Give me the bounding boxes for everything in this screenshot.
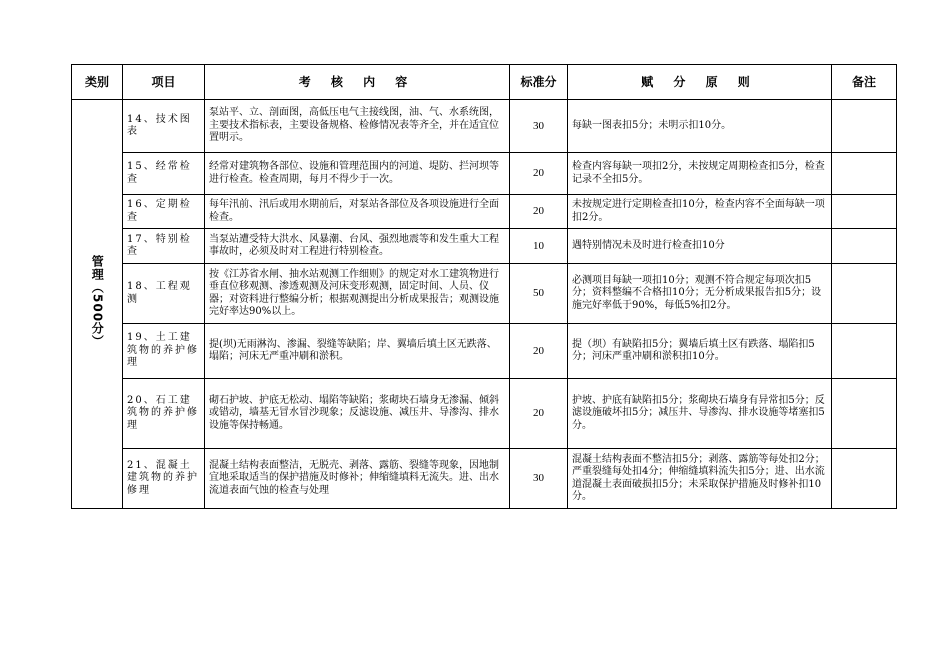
table-row [72,229,897,264]
header-score: 标准分 [510,65,568,100]
table-row [72,100,897,153]
rule-cell: 护坡、护底有缺陷扣5分；浆砌块石墙身有异常扣5分；反滤设施破坏扣5分；减压井、导渗沟、排水设施等堵塞扣5分。 [568,379,832,449]
note-cell [832,195,897,229]
header-item: 项目 [123,65,205,100]
item-cell: 17、特别检查 [123,229,205,264]
category-cell [72,100,123,509]
score-cell: 20 [510,379,568,449]
content-cell: 每年汛前、汛后或用水期前后，对泵站各部位及各项设施进行全面检查。 [205,195,510,229]
note-cell [832,449,897,509]
rule-cell: 提（坝）有缺陷扣5分；翼墙后填土区有跌落、塌陷扣5分；河床严重冲刷和淤积扣10分。 [568,324,832,379]
score-cell: 10 [510,229,568,264]
score-cell: 20 [510,195,568,229]
table-row [72,195,897,229]
category-label: 管理（500分） [90,255,105,349]
score-cell: 20 [510,153,568,195]
item-cell: 20、石工建筑物的养护修理 [123,379,205,449]
note-cell [832,100,897,153]
table-row [72,379,897,449]
note-cell [832,264,897,324]
content-cell: 砌石护坡、护底无松动、塌陷等缺陷；浆砌块石墙身无渗漏、倾斜或错动，墙基无冒水冒沙现象；反滤设施、减压井、导渗沟、排水设施等保持畅通。 [205,379,510,449]
item-cell: 21、混凝土建筑物的养护修理 [123,449,205,509]
score-cell: 50 [510,264,568,324]
table-row [72,324,897,379]
score-cell: 30 [510,449,568,509]
score-cell: 30 [510,100,568,153]
content-cell: 当泵站遭受特大洪水、风暴潮、台风、强烈地震等和发生重大工程事故时，必须及时对工程进行特别检查。 [205,229,510,264]
note-cell [832,153,897,195]
note-cell [832,324,897,379]
content-cell: 提(坝)无雨淋沟、渗漏、裂缝等缺陷；岸、翼墙后填土区无跌落、塌陷；河床无严重冲刷和淤积。 [205,324,510,379]
item-cell: 19、土工建筑物的养护修理 [123,324,205,379]
table-row [72,264,897,324]
rule-cell: 必测项目每缺一项扣10分；观测不符合规定每项次扣5分；资料整编不合格扣10分；无分析成果报告扣5分；设施完好率低于90%，每低5%扣2分。 [568,264,832,324]
content-cell: 混凝土结构表面整洁，无脱壳、剥落、露筋、裂缝等现象，因地制宜地采取适当的保护措施及时修补；伸缩缝填料无流失。进、出水流道表面气蚀的检查与处理 [205,449,510,509]
rule-cell: 遇特别情况未及时进行检查扣10分 [568,229,832,264]
rule-cell: 未按规定进行定期检查扣10分，检查内容不全面每缺一项扣2分。 [568,195,832,229]
rule-cell: 混凝土结构表面不整洁扣5分；剥落、露筋等每处扣2分；严重裂缝每处扣4分；伸缩缝填料流失扣5分；进、出水流道混凝土表面破损扣5分；未采取保护措施及时修补扣10分。 [568,449,832,509]
header-category: 类别 [72,65,123,100]
item-cell: 15、经常检查 [123,153,205,195]
table-row [72,153,897,195]
header-row [72,65,897,100]
table-row [72,449,897,509]
header-note: 备注 [832,65,897,100]
item-cell: 14、技术图表 [123,100,205,153]
content-cell: 经常对建筑物各部位、设施和管理范围内的河道、堤防、拦河坝等进行检查。检查周期，每月不得少于一次。 [205,153,510,195]
item-cell: 18、工程观测 [123,264,205,324]
header-rule: 赋 分 原 则 [568,65,832,100]
rule-cell: 检查内容每缺一项扣2分，未按规定周期检查扣5分，检查记录不全扣5分。 [568,153,832,195]
content-cell: 按《江苏省水闸、抽水站观测工作细则》的规定对水工建筑物进行垂直位移观测、渗透观测及河床变形观测，固定时间、人员、仪器；对资料进行整编分析；根据观测提出分析成果报告；观测设施完好率达90%以上。 [205,264,510,324]
note-cell [832,229,897,264]
item-cell: 16、定期检查 [123,195,205,229]
assessment-table [71,64,897,509]
score-cell: 20 [510,324,568,379]
rule-cell: 每缺一图表扣5分；未明示扣10分。 [568,100,832,153]
header-content: 考 核 内 容 [205,65,510,100]
note-cell [832,379,897,449]
content-cell: 泵站平、立、剖面图，高低压电气主接线图，油、气、水系统图，主要技术指标表，主要设备规格、检修情况表等齐全，并在适宜位置明示。 [205,100,510,153]
